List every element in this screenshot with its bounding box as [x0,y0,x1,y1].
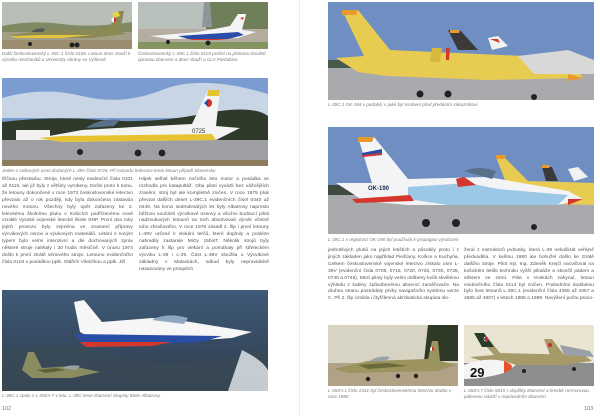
jet-photo-blue-white-red [138,2,268,49]
jet-photo-29 [464,325,594,386]
caption-middle: Jeden z celkových osmi dodaných L-39V číslo 0725. Při rozpadu federace tento letoun připadl Slovensku [2,168,216,173]
jet-registration: OK-190 [368,186,390,192]
nose-number: 29 [470,365,485,380]
page-number-right: 103 [584,406,594,412]
caption-bottom-right: L-39ZA.7 číslo 5015 s doplňky zbarvení a kresbě i krmorovou palevnou nádrží v nepůvodním zbarvení [464,388,589,399]
body-column-3: jednotlivých pluků na jejich letištích a působily proto i z jiných základen jako například Piešťany, Košice a Kuchyňa. Celkem československé vojenské letectvo získalo osm L-39V (evidenční čísla 0705, 0715, 0720, 0725, 0730, 0735, 0740 a 0745). Mezi piloty byly velmi oblíbeny kvůli skvělému výhledu z kabiny způsobenému absencí zaměřovače. Na druhou stranu postrádaly prvky navigačního systému verze C. Při 2. lšp vznikla i čtyřčlenná akrobatická skupina slo- [328,248,459,302]
jet-photo-camouflage [2,2,132,49]
photo-top-left [2,2,132,49]
photo-middle-right [328,127,594,234]
photo-bottom-left [328,325,458,386]
jet-photo-ok-190 [328,127,594,234]
photo-top [328,2,594,100]
caption-top: L-39C.1 OK-184 v podobě, v jaké byl osobení před předáním zákazníkovi [328,102,478,107]
photo-bottom-right [464,325,594,386]
jet-photo-yellow [328,2,594,100]
jet-marking: 0725 [192,129,206,135]
caption-middle-right: L-39C.1 s registrací OK-190 byl používán k propagaci výrobcem [328,237,459,242]
page-number-left: 102 [2,406,12,412]
caption-bottom-left: L-39ZA.1 číslo 2341 byl československému letectvu dodán v roce 1980 [328,388,452,399]
jet-photo-0725 [2,78,268,166]
photo-middle [2,78,268,166]
body-column-1: tříčnou přestavbu. Stroje, které nesly evidenční čísla 0101 až 0115, ale již byly z většiny vyrobeny. Došlo proto k tomu, že letouny dokončené v roce 1973 československé letectvo převzalo až o rok později, kdy byla dokončena zástavba nového motoru. Všechny byly opět zařazeny ke 2. leteckému školnímu pluku v Košicích podřízenému nově vzniklé Vysoké vojenské letecké škole SNP. První dva roky jejich provozu byly zejména ve znamení přípravy výcvikových osnov a výukových materiálů. Létání s novým typem bylo velmi intenzivní a dle dochovaných zpráv některé stroje nalétaly i 30 hodin měsíčně. V únoru 1974 došlo k první ztrátě sériového stroje. Letounu evidenčního čísla 0104 s posádkou pplk. Oldřich Všetičkou a pplk. Jiří [2,177,133,265]
body-column-2: Hájek selhal během nočního letu motor a posádka se rozhodla pro katapultáž. Oba piloti vyvázli bez vážnějších zranění, stroj byl ale kompletně zničen. V roce 1975 pluk převzal dalších deset L-39C.1 evidenčních čísel 0440 až 0449. Na konci sedmdesátých let byly Albatrosy naprosto běžnou součástí výcvikové osnovy a všichni budoucí piloti nadzvukových letounů na nich absolvovali výcvik včetně toho zbraňového. V roce 1976 zásadl 2. lšp i první letouny L-39V určené k vlekání terčů, které doplnily a posléze nahradily zastarale MiGy 15bisT. Několik strojů byly zařazeny k lšp pro vlekání a pomáhaly při střeleckém výcviku L-39 i L-29. Část L-39V sloužila u Výcvikové základny v Malackách, odkud byly nepravidelně nasazovány ve prospěch [139,177,269,272]
body-column-4: žená z instruktorů jednotky, která L-39 nekolikrát veřejně předváděla. V květnu 1980 ale bohužel došlo ke ztrátě dalšího stroje. Pilot mjr. Ing. Zdeněk Krejčí nacvičoval na košickém letišti techniku vyšší pilotáže a skončil pádem a střetem se zemí. Pilot v troskách zahynul, letoun evidenčního čísla 0114 byl zničen. Posledními dodávkou bylo šest letounů L-39C.1 (evidenční čísla 4355 až 4357 a 4605 až 4607) v letech 1988 a 1989. Navýšení počtu provo- [464,248,594,302]
caption-top-right: Československý L-39C.1 číslo 0103 prošel na přelomu tisíciletí úpravou zbarvení a dnes slouží u CLV Pardubice [138,51,266,62]
right-page [300,0,600,416]
jet-photo-camouflage-2341 [328,325,458,386]
photo-top-right [138,2,268,49]
jet-photo-formation [2,290,268,391]
photo-bottom [2,290,268,391]
caption-top-left: Další československý L-39C.1 číslo 0106. Letoun dnes slouží k výcviku mechaniků u Univerzity obrany ve Vyškově [2,51,131,62]
caption-bottom: L-39C.1 spolu s L-39ZA 7 v letu. L-39C nese zbarvení skupiny Biele Albatrosy [2,393,161,398]
